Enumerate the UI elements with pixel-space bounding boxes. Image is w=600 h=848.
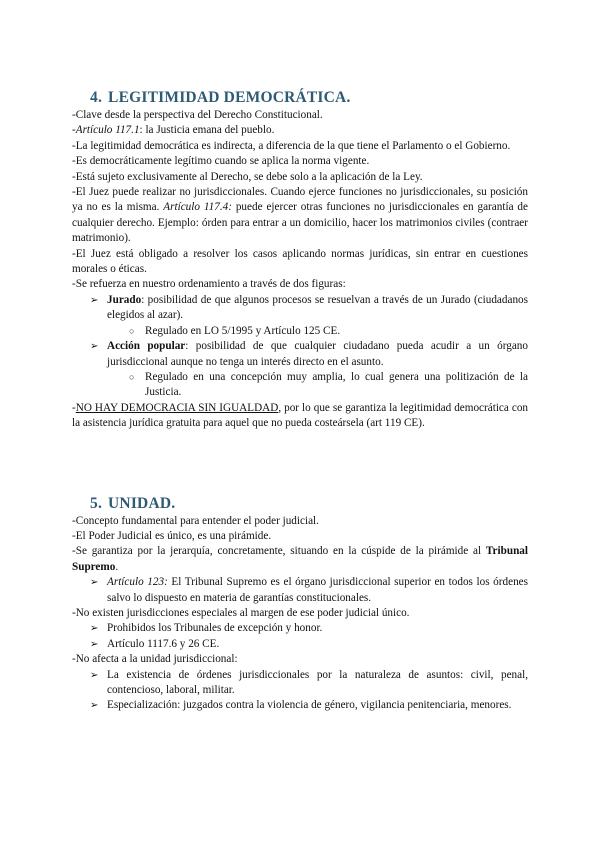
paragraph-text: -El Poder Judicial es único, es una pirámide. [72, 529, 272, 542]
arrow-bullet-icon: ➢ [90, 623, 99, 635]
circle-bullet-icon: ○ [129, 371, 135, 382]
paragraph [72, 139, 528, 154]
section-5-number: 5. [90, 494, 103, 512]
paragraph [72, 544, 528, 575]
bullet-item [72, 668, 528, 699]
bullet-text: Prohibidos los Tribunales de excepción y honor. [107, 622, 323, 635]
bullet-item [72, 575, 528, 606]
arrow-bullet-icon: ➢ [90, 577, 99, 589]
bullet-text: Especialización: juzgados contra la violencia de género, vigilancia penitenciaria, menores. [107, 699, 512, 712]
arrow-bullet-icon: ➢ [90, 638, 99, 650]
bullet-item [72, 621, 528, 636]
section-4-title: LEGITIMIDAD DEMOCRÁTICA. [108, 89, 351, 106]
section-4-number: 4. [90, 89, 103, 106]
circle-bullet-icon: ○ [129, 325, 135, 336]
paragraph-text: -Clave desde la perspectiva del Derecho Constitucional. [72, 109, 323, 121]
paragraph: -Artículo 117.1: la Justicia emana del pueblo. [72, 124, 275, 137]
paragraph [72, 154, 528, 169]
paragraph [72, 606, 528, 621]
paragraph-text: -No existen jurisdicciones especiales al margen de ese poder judicial único. [72, 606, 410, 619]
bullet-item-jurado [72, 293, 528, 324]
paragraph-text: -El Juez está obligado a resolver los casos aplicando normas jurídicas, sin entrar en cuestiones morales o éticas. [72, 247, 528, 276]
bullet-item [72, 698, 528, 713]
paragraph [72, 652, 528, 667]
bullet-title: Acción popular [107, 340, 186, 353]
paragraph [72, 277, 528, 292]
paragraph-text: -No afecta a la unidad jurisdiccional: [72, 653, 238, 666]
paragraph [72, 514, 528, 529]
section-5-title: UNIDAD. [108, 494, 176, 512]
paragraph-text: -Es democráticamente legítimo cuando se aplica la norma vigente. [72, 155, 370, 168]
section-5-heading [90, 494, 528, 514]
paragraph [72, 185, 528, 247]
paragraph [72, 170, 528, 185]
sub-bullet-item [72, 324, 528, 339]
article-ref: Artículo 117.1 [75, 124, 140, 137]
paragraph-text: . [115, 560, 119, 573]
page-content [72, 88, 528, 714]
bullet-text: : posibilidad de que cualquier ciudadano pueda acudir a un órgano jurisdiccional aunque no tenga un interés directo en el asunto. [107, 340, 528, 368]
sub-bullet-item [72, 370, 528, 401]
dash: - [72, 401, 76, 414]
paragraph [72, 401, 528, 432]
bold-term: Tribunal Supremo [72, 545, 528, 573]
article-ref: Artículo 117.4: [163, 201, 232, 214]
paragraph-text: : la Justicia emana del pueblo. [139, 124, 275, 137]
paragraph [72, 108, 528, 123]
paragraph-text: -Concepto fundamental para entender el poder judicial. [72, 514, 319, 527]
arrow-bullet-icon: ➢ [90, 669, 99, 681]
paragraph [72, 247, 528, 278]
paragraph-text: -Se refuerza en nuestro ordenamiento a través de dos figuras: [72, 278, 346, 291]
bullet-text: La existencia de órdenes jurisdiccionales por la naturaleza de asuntos: civil, penal, contencioso, laboral, militar. [107, 668, 528, 696]
underlined-statement: NO HAY DEMOCRACIA SIN IGUALDAD [75, 401, 279, 414]
article-ref: Artículo 123: [107, 576, 168, 589]
bullet-item [72, 637, 528, 652]
arrow-bullet-icon: ➢ [90, 341, 99, 353]
paragraph-text: -La legitimidad democrática es indirecta, a diferencia de la que tiene el Parlamento o el Gobierno. [72, 139, 511, 152]
arrow-bullet-icon: ➢ [90, 294, 99, 306]
bullet-text: Artículo 1117.6 y 26 CE. [107, 637, 220, 650]
bullet-text: El Tribunal Supremo es el órgano jurisdiccional superior en todos los órdenes salvo lo dispuesto en materia de garantías constitucionales. [107, 576, 528, 604]
bullet-item-accion-popular [72, 339, 528, 370]
paragraph-text: -Se garantiza por la jerarquía, concretamente, situando en la cúspide de la pirámide al [72, 545, 486, 558]
paragraph-text: -Está sujeto exclusivamente al Derecho, se debe solo a la aplicación de la Ley. [72, 170, 423, 183]
bullet-title: Jurado [107, 293, 142, 306]
paragraph [72, 529, 528, 544]
section-4-heading [90, 88, 528, 108]
paragraph-text: , por lo que se garantiza la legitimidad democrática con la asistencia jurídica gratuita para aquel que no pueda costeársela (art 119 CE). [72, 401, 529, 430]
sub-bullet-text: Regulado en LO 5/1995 y Artículo 125 CE. [145, 324, 341, 337]
bullet-text: : posibilidad de que algunos procesos se resuelvan a través de un Jurado (ciudadanos elegidos al azar). [107, 293, 528, 322]
sub-bullet-text: Regulado en una concepción muy amplia, lo cual genera una politización de la Justicia. [145, 370, 528, 399]
arrow-bullet-icon: ➢ [90, 700, 99, 712]
paragraph-text: puede ejercer otras funciones no jurisdiccionales en garantía de cualquier derecho. Ejemplo: órden para entrar a un domicilio, hacer los matrimonios civiles (contraer matrimonio). [72, 201, 528, 245]
section-spacer [72, 432, 528, 494]
paragraph-text: -El Juez puede realizar no jurisdiccionales. Cuando ejerce funciones no jurisdiccionales, su posición ya no es la misma. [72, 186, 528, 214]
